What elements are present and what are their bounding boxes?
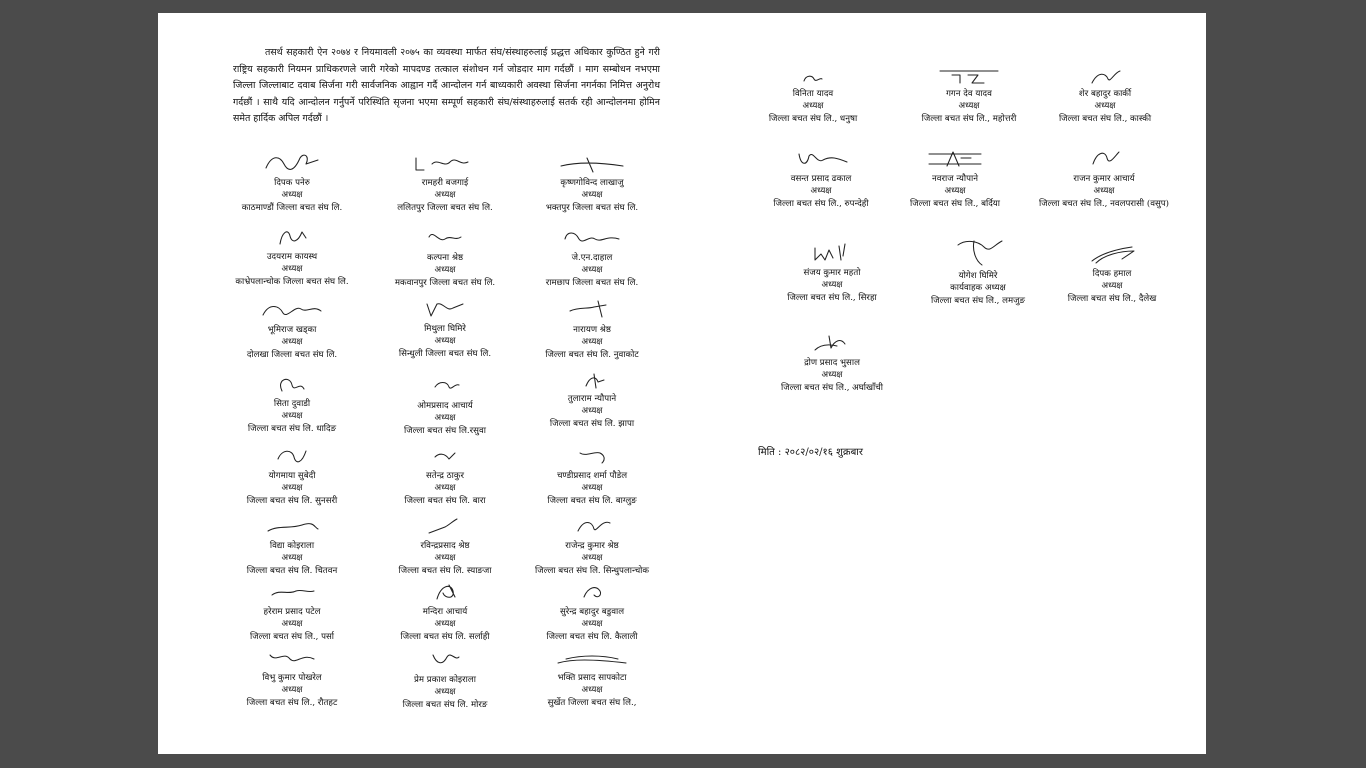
signatory-org: जिल्ला बचत संघ लि.रसुवा	[404, 425, 486, 436]
signature-mark	[257, 297, 327, 323]
signatory	[371, 225, 519, 289]
signatory	[218, 443, 366, 507]
signatory-position: अध्यक्ष	[281, 411, 303, 422]
signatory-position: अध्यक्ष	[434, 190, 456, 201]
signatory-org: जिल्ला बचत संघ लि. मोरङ	[402, 699, 488, 710]
signature-mark	[415, 296, 475, 322]
signature-mark	[807, 240, 857, 266]
signatory-name: नारायण श्रेष्ठ	[573, 325, 611, 335]
signature-mark	[562, 443, 622, 469]
signatory-position: अध्यक्ष	[281, 264, 303, 275]
document-page	[158, 13, 1206, 754]
signatory-name: सुरेन्द्र बहादुर बडुवाल	[559, 607, 625, 617]
signatory-position: अध्यक्ष	[281, 483, 303, 494]
signatory	[502, 443, 682, 507]
signature-mark	[1080, 67, 1130, 87]
signatory	[1031, 67, 1179, 125]
signatory-name: भक्ति प्रसाद सापकोटा	[557, 673, 627, 683]
signatory	[218, 645, 366, 709]
signature-mark	[415, 647, 475, 673]
signatory-name: जे.एन.दाहाल	[571, 253, 613, 263]
signatory-position: अध्यक्ष	[581, 406, 603, 417]
signatory	[739, 67, 887, 125]
signature-mark	[415, 225, 475, 251]
signatory	[502, 651, 682, 709]
signatory-org: जिल्ला बचत संघ लि., कास्की	[1058, 113, 1152, 124]
signatory-name: रामहरी बजगाई	[421, 178, 469, 188]
signatory-name: तुलाराम न्यौपाने	[567, 394, 617, 404]
signatory-org: जिल्ला बचत संघ लि., पर्सा	[249, 631, 335, 642]
signatory-org: जिल्ला बचत संघ लि., रौतहट	[246, 697, 338, 708]
signatory-position: अध्यक्ष	[581, 553, 603, 564]
signatory-name: ओमप्रसाद आचार्य	[417, 401, 473, 411]
signatory	[502, 579, 682, 643]
signatory-name: राजन कुमार आचार्य	[1073, 174, 1135, 184]
signatory-name: संजय कुमार महतो	[803, 268, 861, 278]
signatory-name: रविन्द्रप्रसाद श्रेष्ठ	[420, 541, 470, 551]
signatory	[371, 513, 519, 577]
signatory-org: जिल्ला बचत संघ लि., महोत्तरी	[921, 113, 1017, 124]
signatory-org: जिल्ला बचत संघ लि., धनुषा	[768, 113, 858, 124]
signature-mark	[557, 154, 627, 176]
signature-mark	[791, 146, 851, 172]
signatory	[904, 235, 1052, 307]
signatory-name: मिथुला घिमिरे	[424, 324, 466, 334]
signatory	[742, 330, 922, 394]
signatory-name: सिता दुवाडी	[273, 399, 311, 409]
signatory	[502, 370, 682, 430]
signature-mark	[262, 645, 322, 671]
signature-mark	[788, 67, 838, 87]
signatory-position: अध्यक्ष	[434, 483, 456, 494]
signatory	[502, 297, 682, 361]
signatory-org: जिल्ला बचत संघ लि. सर्लाही	[400, 631, 490, 642]
signatory-position: अध्यक्ष	[581, 190, 603, 201]
signatory-org: काभ्रेपलान्चोक जिल्ला बचत संघ लि.	[235, 276, 349, 287]
signatory-position: अध्यक्ष	[802, 101, 824, 112]
signatory-position: अध्यक्ष	[944, 186, 966, 197]
signatory	[218, 371, 366, 435]
signatory-name: मन्दिरा आचार्य	[422, 607, 468, 617]
signature-mark	[562, 297, 622, 323]
signatory-name: भूमिराज खड्का	[267, 325, 317, 335]
signatory-position: अध्यक्ष	[434, 336, 456, 347]
signature-mark	[948, 235, 1008, 269]
signatory-org: जिल्ला बचत संघ लि., नवलपरासी (वसुप)	[1038, 198, 1170, 209]
signatory-name: दिपक पनेरु	[274, 178, 310, 188]
signatory-name: चण्डीप्रसाद शर्मा पौडेल	[556, 471, 628, 481]
signature-mark	[562, 370, 622, 392]
signature-mark	[415, 443, 475, 469]
signatory-name: नवराज न्यौपाने	[931, 174, 979, 184]
signatory-name: योगेश घिमिरे	[958, 271, 998, 281]
signature-mark	[562, 513, 622, 539]
signature-mark	[552, 651, 632, 671]
signatory-name: द्रोण प्रसाद भुसाल	[804, 358, 860, 368]
signatory-org: जिल्ला बचत संघ लि., सिरहा	[787, 292, 877, 303]
signatory	[371, 443, 519, 507]
signatory-org: मकवानपुर जिल्ला बचत संघ लि.	[394, 277, 496, 288]
signatory-name: विद्या कोइराला	[269, 541, 315, 551]
signatory-org: भक्तपुर जिल्ला बचत संघ लि.	[545, 202, 639, 213]
signatory-org: जिल्ला बचत संघ लि. झापा	[549, 418, 635, 429]
signatory-position: अध्यक्ष	[1093, 186, 1115, 197]
signatory-position: अध्यक्ष	[434, 265, 456, 276]
signatory-position: अध्यक्ष	[1101, 281, 1123, 292]
signatory-position: कार्यवाहक अध्यक्ष	[950, 283, 1006, 294]
signatory	[218, 579, 366, 643]
signatory-position: अध्यक्ष	[434, 413, 456, 424]
signatory-org: जिल्ला बचत संघ लि. नुवाकोट	[545, 349, 639, 360]
signatory	[502, 513, 682, 577]
signatory-name: दिपक हमाल	[1092, 269, 1132, 279]
signatory	[1038, 243, 1186, 305]
signature-mark	[1079, 146, 1129, 172]
signature-mark	[262, 371, 322, 397]
signatory-name: विभु कुमार पोखरेल	[262, 673, 322, 683]
signatory-position: अध्यक्ष	[581, 265, 603, 276]
signatory	[371, 296, 519, 360]
signatory-org: जिल्ला बचत संघ लि., अर्घाखाँची	[781, 382, 883, 393]
signatory-org: जिल्ला बचत संघ लि., लमजुङ	[931, 295, 1025, 306]
signatory-position: अध्यक्ष	[958, 101, 980, 112]
signatory-org: रामछाप जिल्ला बचत संघ लि.	[545, 277, 639, 288]
signatory-name: गगन देव यादव	[946, 89, 992, 99]
signatory-name: विनिता यादव	[792, 89, 834, 99]
signature-mark	[1082, 243, 1142, 267]
signatory-org: ललितपुर जिल्ला बचत संघ लि.	[397, 202, 493, 213]
signatory	[371, 579, 519, 643]
signatory	[1014, 146, 1194, 210]
signatory-position: अध्यक्ष	[434, 619, 456, 630]
signatory-org: सुर्खेत जिल्ला बचत संघ लि.,	[547, 697, 637, 708]
signatory-org: जिल्ला बचत संघ लि., रुपन्देही	[773, 198, 869, 209]
signatory-org: सिन्धुली जिल्ला बचत संघ लि.	[398, 348, 492, 359]
signatory-org: जिल्ला बचत संघ लि. चितवन	[246, 565, 338, 576]
signatory	[371, 150, 519, 214]
signatory	[218, 513, 366, 577]
signatory-org: जिल्ला बचत संघ लि., बर्दिया	[909, 198, 1001, 209]
signatory-position: अध्यक्ष	[281, 337, 303, 348]
signatory-position: अध्यक्ष	[810, 186, 832, 197]
signatory-position: अध्यक्ष	[821, 280, 843, 291]
signatory-name: हरेराम प्रसाद पटेल	[263, 607, 321, 617]
signature-mark	[262, 579, 322, 605]
signature-mark	[415, 579, 475, 605]
signatory-org: दोलखा जिल्ला बचत संघ लि.	[246, 349, 338, 360]
signatory-org: जिल्ला बचत संघ लि. सिन्धुपलान्चोक	[534, 565, 650, 576]
signatory-org: काठमाण्डौं जिल्ला बचत संघ लि.	[241, 202, 343, 213]
signatory-name: उदयराम कायस्थ	[266, 252, 318, 262]
signatory-position: अध्यक्ष	[434, 687, 456, 698]
signatory-position: अध्यक्ष	[821, 370, 843, 381]
signatory	[218, 224, 366, 288]
signatory	[881, 146, 1029, 210]
signatory	[502, 225, 682, 289]
signatory-position: अध्यक्ष	[281, 553, 303, 564]
signatory-position: अध्यक्ष	[581, 685, 603, 696]
signatory-name: शेर बहादुर कार्की	[1078, 89, 1132, 99]
signature-mark	[807, 330, 857, 356]
signatory-org: जिल्ला बचत संघ लि. बाग्लुङ	[547, 495, 637, 506]
intro-paragraph: तसर्थ सहकारी ऐन २०७४ र नियमावली २०७५ का व्यवस्था मार्फत संघ/संस्थाहरुलाई प्रद्धत्त अधिकार कुण्ठित हुने गरी राष्ट्रिय सहकारी नियमन प्राधिकरणले जारी गरेको मापदण्ड तत्काल संशोधन गर्न जोडदार माग गर्दछौं । माग सम्बोधन नभएमा जिल्ला जिल्लाबाट दवाब सिर्जना गरी सार्वजनिक आह्वान गर्दै आन्दोलन गर्न बाध्यकारी अवस्था सिर्जना नगर्नका निमित्त अनुरोध गर्दछौं । साथै यदि आन्दोलन गर्नुपर्ने परिस्थिति सृजना भएमा सम्पूर्ण सहकारी संघ/संस्थाहरुलाई सतर्क रही आन्दोलनमा होमिन समेत हार्दिक अपिल गर्दछौं ।	[233, 47, 660, 125]
signature-mark	[410, 150, 480, 176]
signatory-org: जिल्ला बचत संघ लि. धादिङ	[247, 423, 337, 434]
signatory-position: अध्यक्ष	[281, 190, 303, 201]
signatory	[747, 146, 895, 210]
signatory	[895, 67, 1043, 125]
signatory-org: जिल्ला बचत संघ लि. सुनसरी	[246, 495, 338, 506]
signature-mark	[925, 146, 985, 172]
signatory-name: सतेन्द्र ठाकुर	[426, 471, 464, 481]
signatory-name: कृष्णगोविन्द लाखाजु	[560, 178, 624, 188]
signatory	[371, 373, 519, 437]
signatory-name: राजेन्द्र कुमार श्रेष्ठ	[565, 541, 619, 551]
signatory	[218, 150, 366, 214]
signatory-name: वसन्त प्रसाद ढकाल	[790, 174, 852, 184]
signature-mark	[562, 579, 622, 605]
signature-mark	[262, 443, 322, 469]
signatory-name: प्रेम प्रकाश कोइराला	[414, 675, 476, 685]
signatory-name: योगमाया सुबेदी	[268, 471, 316, 481]
signatory-org: जिल्ला बचत संघ लि. बारा	[404, 495, 486, 506]
signatory-org: जिल्ला बचत संघ लि. स्याङजा	[398, 565, 492, 576]
signatory-position: अध्यक्ष	[1094, 101, 1116, 112]
signatory-position: अध्यक्ष	[581, 483, 603, 494]
signature-mark	[262, 513, 322, 539]
signature-mark	[262, 150, 322, 176]
signatory-position: अध्यक्ष	[281, 685, 303, 696]
signature-mark	[934, 67, 1004, 87]
signatory-position: अध्यक्ष	[281, 619, 303, 630]
signatory-name: कल्पना श्रेष्ठ	[426, 253, 464, 263]
signatory	[218, 297, 366, 361]
signature-mark	[557, 225, 627, 251]
document-date: मिति : २०८२/०२/१६ शुक्रबार	[758, 447, 863, 458]
signatory	[502, 154, 682, 214]
signature-mark	[262, 224, 322, 250]
signatory-org: जिल्ला बचत संघ लि. कैलाली	[546, 631, 638, 642]
signatory-position: अध्यक्ष	[581, 619, 603, 630]
signatory-org: जिल्ला बचत संघ लि., दैलेख	[1067, 293, 1157, 304]
signatory	[371, 647, 519, 711]
signature-mark	[415, 373, 475, 399]
signature-mark	[415, 513, 475, 539]
signatory-position: अध्यक्ष	[581, 337, 603, 348]
signatory	[758, 240, 906, 304]
signatory-position: अध्यक्ष	[434, 553, 456, 564]
